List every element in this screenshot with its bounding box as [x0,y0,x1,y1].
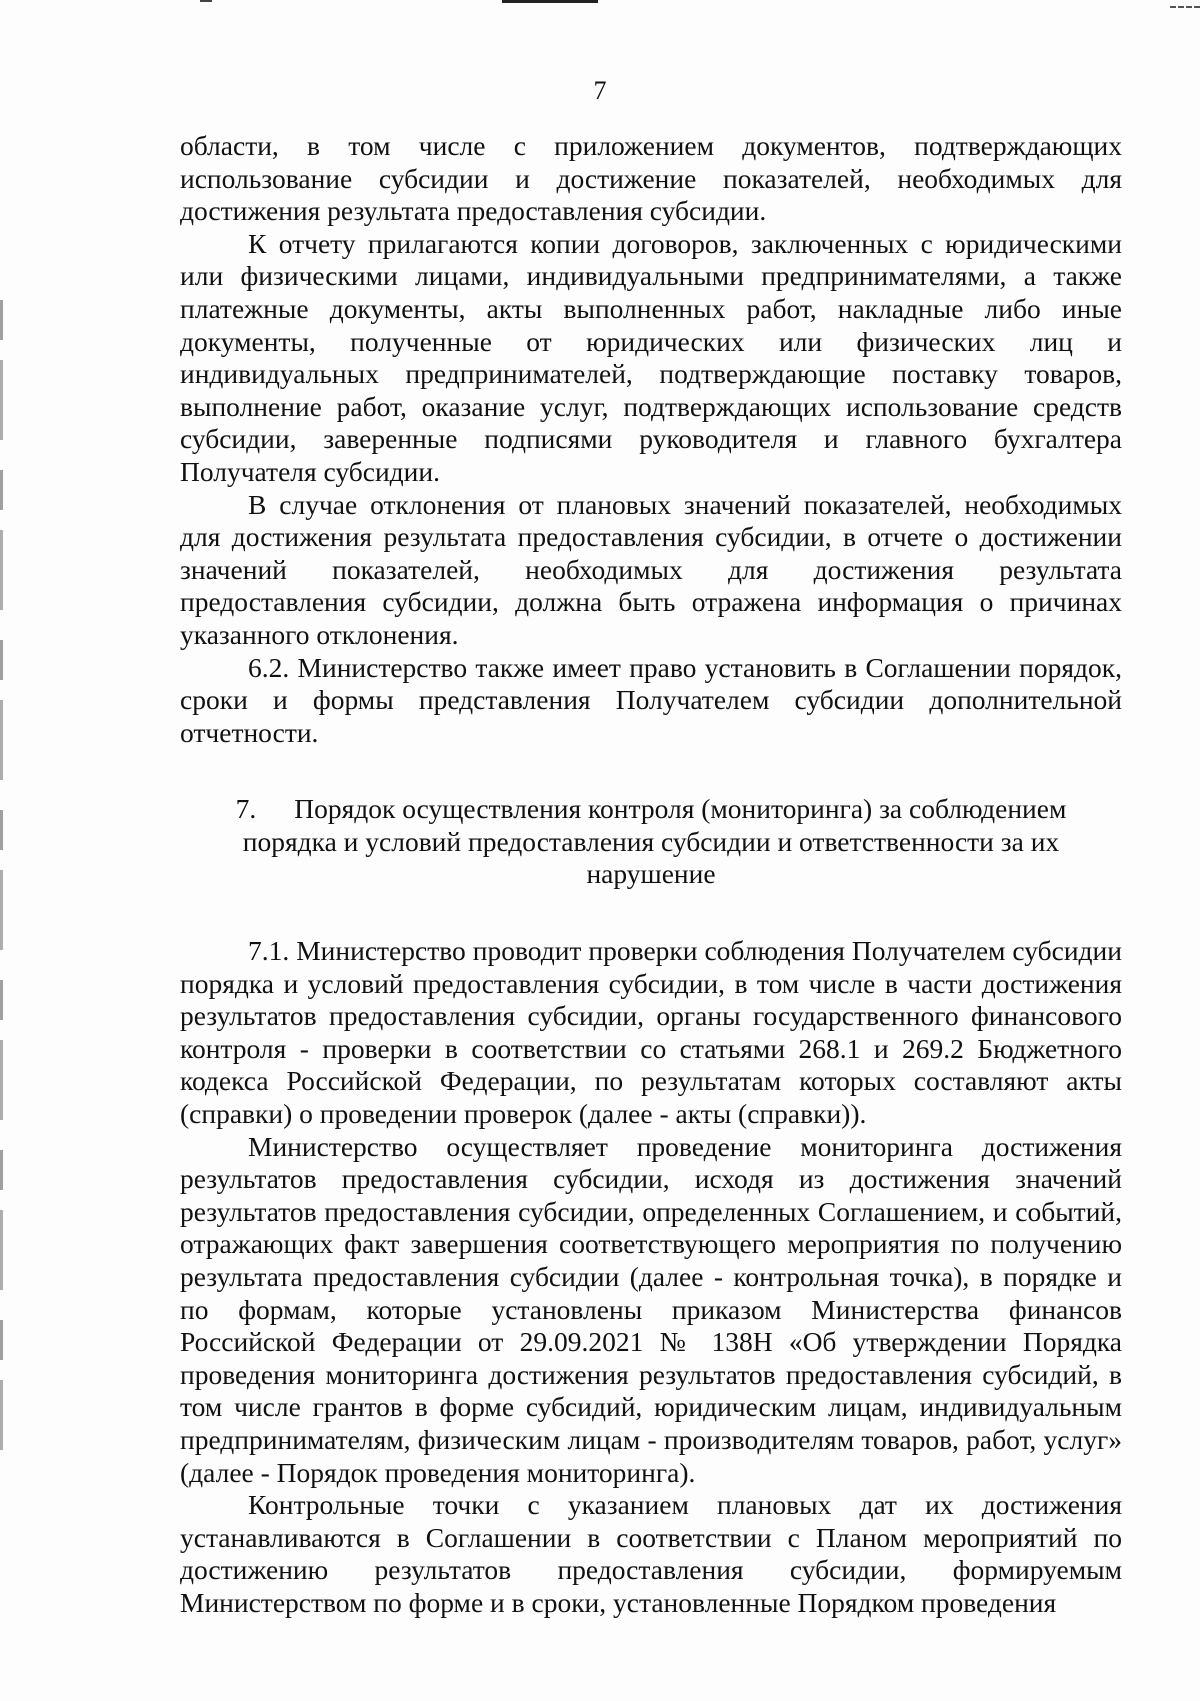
paragraph: В случае отклонения от плановых значений показателей, необходимых для достижения результата предоставления субсидии, в отчете о достижении значений показателей, необходимых для достижения результата предоставления субсидии, должна быть отражена информация о причинах указанного отклонения. [180,488,1122,650]
scan-edge-shadow [0,300,3,1450]
paragraph: К отчету прилагаются копии договоров, заключенных с юридическими или физическими лицами, индивидуальными предпринимателями, а также платежные документы, акты выполненных работ, накладные либо иные документы, полученные от юридических или физических лиц и индивидуальных предпринимателей, подтверждающие поставку товаров, выполнение работ, оказание услуг, подтверждающих использование средств субсидии, заверенные подписями руководителя и главного бухгалтера Получателя субсидии. [180,227,1122,487]
section-number: 7. [235,793,257,825]
paragraph: Контрольные точки с указанием плановых дат их достижения устанавливаются в Соглашении в соответствии с Планом мероприятий по достижению результатов предоставления субсидии, формируемым Министерством по форме и в сроки, установленные Порядком проведения [180,1489,1122,1618]
paragraph: области, в том числе с приложением документов, подтверждающих использование субсидии и достижение показателей, необходимых для достижения результата предоставления субсидии. [180,130,1122,227]
paragraph-7-1: 7.1. Министерство проводит проверки соблюдения Получателем субсидии порядка и условий предоставления субсидии, в том числе в части достижения результатов предоставления субсидии, органы государственного финансового контроля - проверки в соответствии со статьями 268.1 и 269.2 Бюджетного кодекса Российской Федерации, по результатам которых составляют акты (справки) о проведении проверок (далее - акты (справки)). [180,935,1122,1130]
scan-artifact [1170,0,1200,8]
section-title: Порядок осуществления контроля (мониторинга) за соблюдением порядка и условий предоставления субсидии и ответственности за их нарушение [242,793,1067,890]
scan-artifact [200,0,212,2]
page-number: 7 [593,76,607,105]
paragraph: Министерство осуществляет проведение мониторинга достижения результатов предоставления субсидии, исходя из достижения значений результатов предоставления субсидии, определенных Соглашением, и событий, отражающих факт завершения соответствующего мероприятия по получению результата предоставления субсидии (далее - контрольная точка), в порядке и по формам, которые установлены приказом Министерства финансов Российской Федерации от 29.09.2021 № 138Н «Об утверждении Порядка проведения мониторинга достижения результатов предоставления субсидий, в том числе грантов в форме субсидий, юридическим лицам, индивидуальным предпринимателям, физическим лицам - производителям товаров, работ, услуг» (далее - Порядок проведения мониторинга). [180,1130,1122,1488]
paragraph-6-2: 6.2. Министерство также имеет право установить в Соглашении порядок, сроки и формы представления Получателем субсидии дополнительной отчетности. [180,651,1122,748]
scan-artifact [502,0,598,3]
document-body [180,130,1122,1620]
section-heading [180,793,1122,891]
